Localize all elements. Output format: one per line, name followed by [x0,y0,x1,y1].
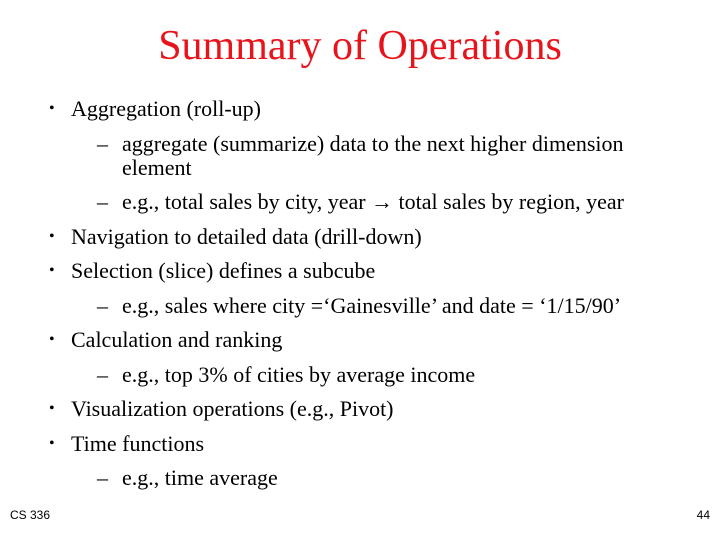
bullet-icon: • [49,400,55,417]
list-item-text: Navigation to detailed data (drill-down) [71,223,422,249]
list-item-text: Time functions [71,430,205,456]
bullet-icon: • [49,434,55,452]
list-item [0,392,720,427]
sub-list-item [0,358,720,393]
bullet-icon: • [49,331,55,348]
dash-icon: – [97,189,108,214]
bullet-icon: • [49,262,55,279]
sub-list-item-text: e.g., top 3% of cities by average income [122,361,476,387]
list-item-text: Visualization operations (e.g., Pivot) [71,396,394,421]
dash-icon: – [97,465,108,490]
sub-list-item-text: e.g., total sales by city, year → total sales by region, year [122,189,624,214]
sub-list-item-text: e.g., sales where city =‘Gainesville’ and date = ‘1/15/90’ [122,292,622,318]
sub-list-item-continuation: element [122,155,192,180]
bullet-list [0,92,720,496]
list-item-text: Calculation and ranking [71,327,283,352]
sub-list-item-text: e.g., time average [122,465,278,490]
dash-icon: – [97,292,108,318]
page-title: Summary of Operations [158,23,562,69]
list-item [0,323,720,358]
dash-icon: – [97,361,108,387]
page-number: 44 [696,508,710,522]
list-item-text: Aggregation (roll-up) [71,96,261,121]
course-label: CS 336 [10,508,51,522]
sub-list-item [0,185,720,220]
sub-list-item [0,289,720,324]
sub-list-item [0,461,720,496]
bullet-icon: • [49,227,55,245]
list-item [0,254,720,289]
bullet-icon: • [49,100,55,117]
list-item [0,92,720,127]
list-item-text: Selection (slice) defines a subcube [71,258,376,283]
dash-icon: – [97,130,108,156]
list-item [0,427,720,462]
sub-list-item-text: aggregate (summarize) data to the next higher dimension [122,130,624,156]
list-item [0,220,720,255]
